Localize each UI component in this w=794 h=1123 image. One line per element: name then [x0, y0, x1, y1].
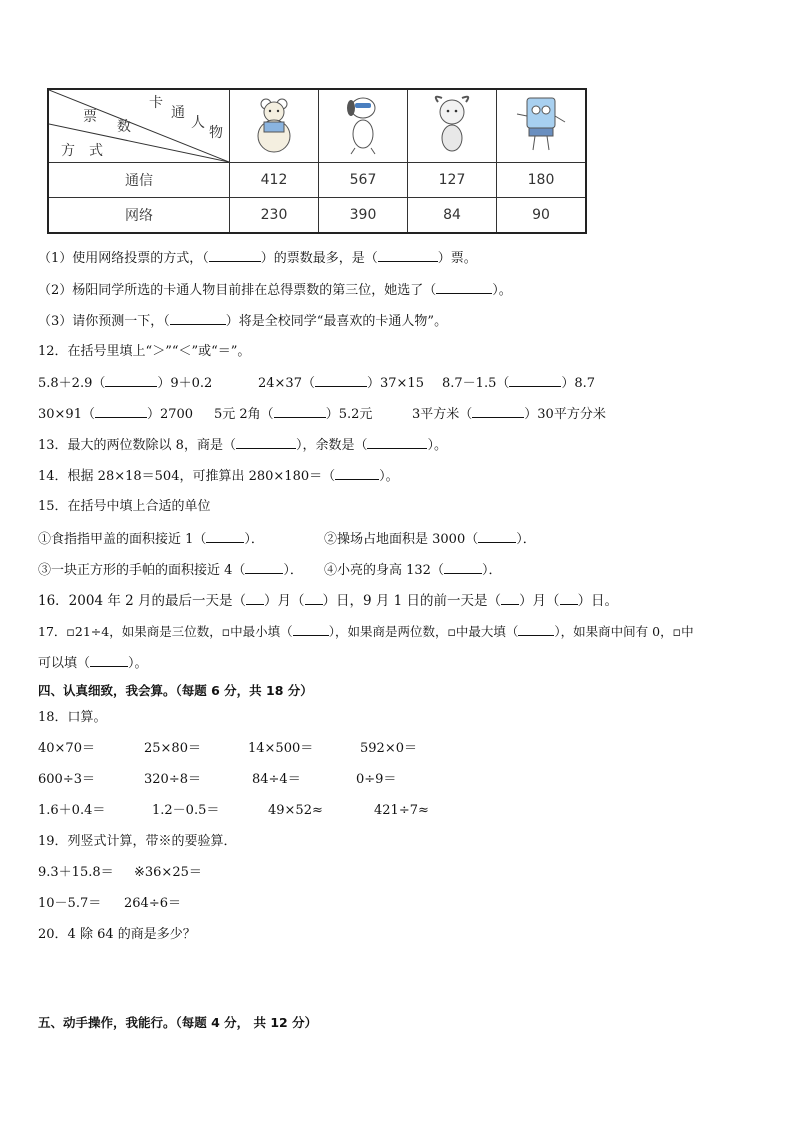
text: ），余数是（ — [295, 438, 368, 453]
unit-item — [38, 530, 264, 549]
vertical-calc-row — [38, 895, 758, 913]
unit-item — [324, 561, 501, 580]
question-11-3 — [38, 312, 447, 331]
text: ），如果商是两位数，▫中最大填（ — [328, 624, 519, 639]
unit-item — [38, 561, 303, 580]
compare-item — [442, 374, 595, 393]
text: ）的票数最多，是（ — [260, 251, 378, 266]
calc-item: 9.3＋15.8＝ — [38, 865, 114, 880]
cartoon-picture-cell — [408, 89, 497, 163]
question-15-row-2 — [38, 561, 758, 579]
math-item: 14×500＝ — [248, 741, 314, 756]
table-header-row — [48, 89, 586, 163]
table-cell: 412 — [230, 163, 319, 198]
text: 8.7－1.5（ — [442, 376, 510, 391]
compare-item — [38, 374, 212, 393]
question-12-row-2 — [38, 405, 758, 423]
math-item: 1.6＋0.4＝ — [38, 803, 106, 818]
question-11-2 — [38, 281, 512, 300]
diagonal-header-cell — [48, 89, 230, 163]
text: ）月（ — [264, 593, 305, 609]
cartoon-picture-cell — [230, 89, 319, 163]
table-cell: 84 — [408, 198, 497, 234]
answer-blank[interactable] — [501, 592, 519, 605]
text: ）。 — [492, 283, 512, 298]
text: ）． — [244, 532, 264, 547]
text: ）将是全校同学“最喜欢的卡通人物”。 — [225, 314, 448, 329]
header-char: 通 — [171, 105, 185, 121]
question-14 — [38, 467, 399, 486]
answer-blank[interactable] — [170, 312, 226, 325]
answer-blank[interactable] — [436, 281, 492, 294]
text: ）30平方分米 — [524, 407, 606, 422]
table-cell: 90 — [497, 198, 587, 234]
vertical-calc-row — [38, 864, 758, 882]
compare-item — [258, 374, 424, 393]
table-row — [48, 163, 586, 198]
text: ①食指指甲盖的面积接近 1（ — [38, 532, 207, 547]
dog-icon — [333, 92, 393, 156]
text: 14．根据 28×18＝504，可推算出 280×180＝（ — [38, 469, 336, 484]
answer-blank[interactable] — [105, 374, 157, 387]
question-16 — [38, 592, 618, 610]
math-item: 84÷4＝ — [252, 772, 301, 787]
math-item: 600÷3＝ — [38, 772, 95, 787]
answer-blank[interactable] — [315, 374, 367, 387]
question-18: 18．口算。 — [38, 710, 107, 725]
answer-blank[interactable] — [335, 467, 379, 480]
text: ）37×15 — [366, 376, 424, 391]
text: 5.8＋2.9（ — [38, 376, 106, 391]
math-item: 320÷8＝ — [144, 772, 201, 787]
question-11-1 — [38, 249, 477, 268]
question-12: 12．在括号里填上“＞”“＜”或“＝”。 — [38, 344, 251, 359]
compare-item — [412, 405, 606, 424]
cartoon-picture-cell — [319, 89, 408, 163]
text: ）． — [516, 532, 536, 547]
math-item: 421÷7≈ — [374, 803, 429, 818]
section-4-heading: 四、认真细致，我会算。（每题 6 分，共 18 分） — [38, 683, 313, 698]
table-cell: 230 — [230, 198, 319, 234]
row-label: 网络 — [48, 198, 230, 234]
header-char: 票 — [83, 109, 97, 125]
text: ）日。 — [577, 593, 619, 609]
answer-blank[interactable] — [245, 561, 283, 574]
answer-blank[interactable] — [90, 654, 128, 667]
answer-blank[interactable] — [305, 592, 323, 605]
text: ）。 — [379, 469, 399, 484]
text: （2）杨阳同学所选的卡通人物目前排在总得票数的第三位，她选了（ — [38, 283, 437, 298]
text: 24×37（ — [258, 376, 315, 391]
table-cell: 127 — [408, 163, 497, 198]
header-char: 人 — [191, 115, 205, 131]
text: ③一块正方形的手帕的面积接近 4（ — [38, 563, 246, 578]
text: ）． — [283, 563, 303, 578]
cartoon-picture-cell — [497, 89, 587, 163]
text: 17．▫21÷4，如果商是三位数，▫中最小填（ — [38, 624, 293, 639]
answer-blank[interactable] — [209, 249, 261, 262]
calc-item: 264÷6＝ — [124, 896, 181, 911]
math-item: 0÷9＝ — [356, 772, 397, 787]
calc-item: 10－5.7＝ — [38, 896, 102, 911]
unit-item — [324, 530, 536, 549]
math-item: 40×70＝ — [38, 741, 95, 756]
header-char: 数 — [117, 119, 131, 135]
text: 可以填（ — [38, 656, 91, 671]
answer-blank[interactable] — [509, 374, 561, 387]
text: ④小亮的身高 132（ — [324, 563, 444, 578]
text: （3）请你预测一下，（ — [38, 314, 170, 329]
math-item: 25×80＝ — [144, 741, 201, 756]
math-item: 1.2－0.5＝ — [152, 803, 220, 818]
header-char: 式 — [89, 143, 103, 159]
text: ），如果商中间有 0，▫中 — [554, 624, 694, 639]
answer-blank[interactable] — [236, 436, 296, 449]
answer-blank[interactable] — [95, 405, 147, 418]
text: 3平方米（ — [412, 407, 473, 422]
bear-icon — [244, 92, 304, 156]
table-cell: 567 — [319, 163, 408, 198]
text: 5元 2角（ — [214, 407, 274, 422]
text: ）2700 — [146, 407, 194, 422]
text: ②操场占地面积是 3000（ — [324, 532, 479, 547]
text: 13．最大的两位数除以 8，商是（ — [38, 438, 236, 453]
answer-blank[interactable] — [518, 623, 554, 636]
math-item: 49×52≈ — [268, 803, 323, 818]
table-cell: 180 — [497, 163, 587, 198]
answer-blank[interactable] — [293, 623, 329, 636]
compare-item — [38, 405, 193, 424]
text: ）9＋0.2 — [157, 376, 213, 391]
math-item: 592×0＝ — [360, 741, 417, 756]
answer-blank[interactable] — [367, 436, 427, 449]
question-15-row-1 — [38, 530, 758, 548]
header-char: 物 — [209, 125, 223, 141]
vote-table — [47, 88, 587, 234]
question-20: 20．4 除 64 的商是多少？ — [38, 927, 196, 942]
header-char: 卡 — [149, 95, 163, 111]
text: ）票。 — [437, 251, 477, 266]
answer-blank[interactable] — [478, 530, 516, 543]
answer-blank[interactable] — [560, 592, 578, 605]
text: ）月（ — [519, 593, 560, 609]
text: ）5.2元 — [325, 407, 373, 422]
goat-icon — [422, 92, 482, 156]
question-12-row-1 — [38, 374, 758, 392]
mental-math-row — [38, 771, 758, 789]
question-15: 15．在括号中填上合适的单位 — [38, 499, 211, 514]
row-label: 通信 — [48, 163, 230, 198]
text: ）。 — [427, 438, 447, 453]
compare-item — [214, 405, 372, 424]
question-13 — [38, 436, 447, 455]
question-19: 19．列竖式计算，带※的要验算． — [38, 834, 237, 849]
question-17-cont — [38, 654, 148, 673]
sponge-icon — [511, 92, 571, 156]
text: ）日，9 月 1 日的前一天是（ — [322, 593, 502, 609]
answer-blank[interactable] — [206, 530, 244, 543]
text: ）8.7 — [561, 376, 596, 391]
answer-blank[interactable] — [444, 561, 482, 574]
question-17 — [38, 623, 694, 641]
table-cell: 390 — [319, 198, 408, 234]
mental-math-row — [38, 802, 758, 820]
answer-blank[interactable] — [274, 405, 326, 418]
mental-math-row — [38, 740, 758, 758]
answer-blank[interactable] — [246, 592, 264, 605]
text: ）。 — [128, 656, 148, 671]
table-row — [48, 198, 586, 234]
header-char: 方 — [61, 143, 75, 159]
answer-blank[interactable] — [378, 249, 438, 262]
text: （1）使用网络投票的方式，（ — [38, 251, 209, 266]
calc-item: ※36×25＝ — [134, 865, 202, 880]
text: ）． — [481, 563, 502, 578]
section-5-heading: 五、动手操作，我能行。（每题 4 分， 共 12 分） — [38, 1015, 318, 1030]
answer-blank[interactable] — [472, 405, 524, 418]
text: 16．2004 年 2 月的最后一天是（ — [38, 593, 246, 609]
text: 30×91（ — [38, 407, 95, 422]
